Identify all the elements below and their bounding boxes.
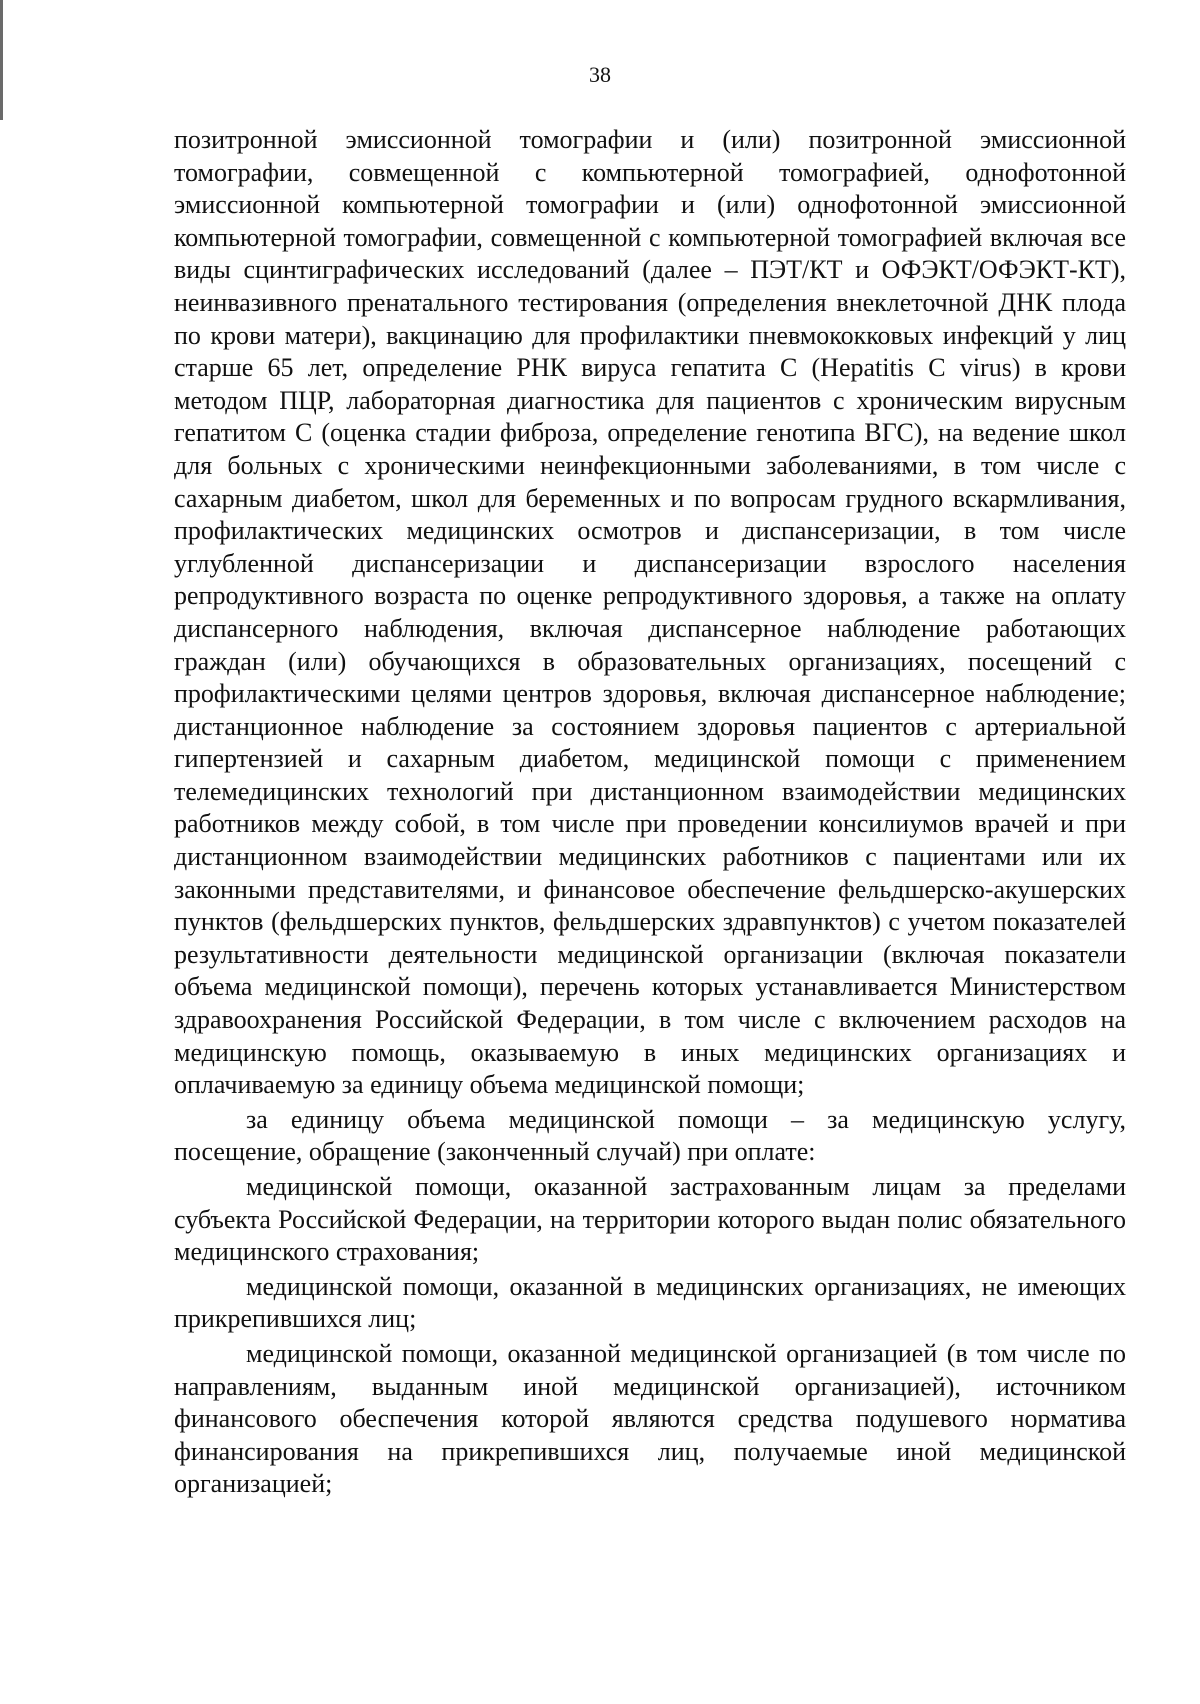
document-body — [174, 124, 1126, 1503]
paragraph-outside-region: медицинской помощи, оказанной застрахованным лицам за пределами субъекта Российской Федерации, на территории которого выдан полис обязательного медицинского страхования; — [174, 1172, 1126, 1267]
paragraph-unit-of-volume: за единицу объема медицинской помощи – за медицинскую услугу, посещение, обращение (законченный случай) при оплате: — [174, 1104, 1126, 1167]
scan-edge-mark — [0, 0, 3, 120]
page-number: 38 — [589, 62, 611, 87]
paragraph-continuation: позитронной эмиссионной томографии и (или) позитронной эмиссионной томографии, совмещенной с компьютерной томографией, однофотонной эмиссионной компьютерной томографии и (или) однофотонной эмиссионной компьютерной томографии, совмещенной с компьютерной томографией включая все виды сцинтиграфических исследований (далее – ПЭТ/КТ и ОФЭКТ/ОФЭКТ-КТ), неинвазивного пренатального тестирования (определения внеклеточной ДНК плода по крови матери), вакцинацию для профилактики пневмококковых инфекций у лиц старше 65 лет, определение РНК вируса гепатита С (Hepatitis C virus) в крови методом ПЦР, лабораторная диагностика для пациентов с хроническим вирусным гепатитом С (оценка стадии фиброза, определение генотипа ВГС), на ведение школ для больных с хроническими неинфекционными заболеваниями, в том числе с сахарным диабетом, школ для беременных и по вопросам грудного вскармливания, профилактических медицинских осмотров и диспансеризации, в том числе углубленной диспансеризации и диспансеризации взрослого населения репродуктивного возраста по оценке репродуктивного здоровья, а также на оплату диспансерного наблюдения, включая диспансерное наблюдение работающих граждан (или) обучающихся в образовательных организациях, посещений с профилактическими целями центров здоровья, включая диспансерное наблюдение; дистанционное наблюдение за состоянием здоровья пациентов с артериальной гипертензией и сахарным диабетом, медицинской помощи с применением телемедицинских технологий при дистанционном взаимодействии медицинских работников между собой, в том числе при проведении консилиумов врачей и при дистанционном взаимодействии медицинских работников с пациентами или их законными представителями, и финансовое обеспечение фельдшерско-акушерских пунктов (фельдшерских пунктов, фельдшерских здравпунктов) с учетом показателей результативности деятельности медицинской организации (включая показатели объема медицинской помощи), перечень которых устанавливается Министерством здравоохранения Российской Федерации, в том числе с включением расходов на медицинскую помощь, оказываемую в иных медицинских организациях и оплачиваемую за единицу объема медицинской помощи; — [174, 125, 1126, 1100]
paragraph-no-attached: медицинской помощи, оказанной в медицинских организациях, не имеющих прикрепившихся лиц; — [174, 1271, 1126, 1334]
paragraph-referrals: медицинской помощи, оказанной медицинской организацией (в том числе по направлениям, выданным иной медицинской организацией), источником финансового обеспечения которой являются средства подушевого норматива финансирования на прикрепившихся лиц, получаемые иной медицинской организацией; — [174, 1338, 1126, 1499]
